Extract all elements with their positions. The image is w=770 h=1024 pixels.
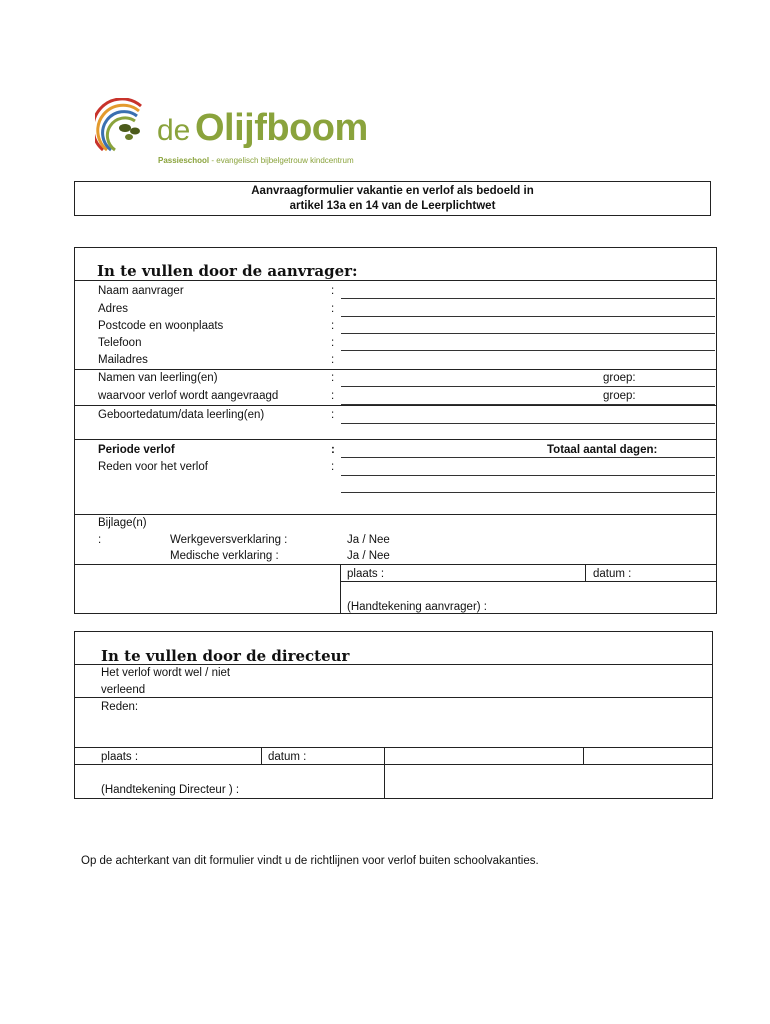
label-period: Periode verlof [98,444,175,456]
label-email: Mailadres [98,354,148,366]
employer-yes-no[interactable]: Ja / Nee [347,534,390,546]
logo-tagline-strong: Passieschool [158,156,210,165]
phone-input-line[interactable] [341,350,715,351]
label-group: groep: [603,390,636,402]
label-attachments: Bijlage(n) [98,517,147,529]
label-name: Naam aanvrager [98,285,184,297]
logo-mark-icon [95,98,155,158]
colon: : [331,444,335,456]
director-date-field[interactable]: datum : [268,751,307,763]
form-title-box [74,181,711,216]
decision-line-2: verleend [101,684,146,696]
director-place-field[interactable]: plaats : [101,751,139,763]
address-input-line[interactable] [341,316,715,317]
footer-note: Op de achterkant van dit formulier vindt u de richtlijnen voor verlof buiten schoolvakanties. [81,855,539,867]
label-reason: Reden voor het verlof [98,461,208,473]
applicant-signature-field[interactable]: (Handtekening aanvrager) : [347,601,487,613]
colon: : [331,409,335,421]
postcode-input-line[interactable] [341,333,715,334]
colon: : [98,534,102,546]
label-students-2: waarvoor verlof wordt aangevraagd [98,390,279,402]
director-signature-field[interactable]: (Handtekening Directeur ) : [101,784,240,796]
colon: : [331,372,335,384]
colon: : [331,303,335,315]
logo-tagline: - evangelisch bijbelgetrouw kindcentrum [209,156,354,165]
students-input-line[interactable] [341,386,715,387]
reason-input-line[interactable] [341,475,715,476]
label-employer-statement: Werkgeversverklaring : [170,534,288,546]
applicant-place-field[interactable]: plaats : [347,568,385,580]
director-heading: In te vullen door de directeur [101,647,350,665]
label-students: Namen van leerling(en) [98,372,218,384]
applicant-heading: In te vullen door de aanvrager: [97,262,358,280]
medical-yes-no[interactable]: Ja / Nee [347,550,390,562]
decision-line-1: Het verlof wordt wel / niet [101,667,231,679]
period-input-line[interactable] [341,457,715,458]
school-logo [95,98,435,170]
label-birthdate: Geboortedatum/data leerling(en) [98,409,265,421]
label-group: groep: [603,372,636,384]
colon: : [331,337,335,349]
label-address: Adres [98,303,129,315]
label-medical-statement: Medische verklaring : [170,550,279,562]
form-title-line2: artikel 13a en 14 van de Leerplichtwet [289,200,496,212]
logo-prefix: de [157,114,191,147]
logo-name: Olijfboom [195,107,368,149]
reason-input-line-2[interactable] [341,492,715,493]
colon: : [331,390,335,402]
colon: : [331,320,335,332]
birthdate-input-line[interactable] [341,423,715,424]
name-input-line[interactable] [341,298,715,299]
students-input-line-2[interactable] [341,404,715,405]
applicant-date-field[interactable]: datum : [593,568,632,580]
label-postcode: Postcode en woonplaats [98,320,224,332]
form-title-line1: Aanvraagformulier vakantie en verlof als bedoeld in [251,185,534,197]
colon: : [331,285,335,297]
label-phone: Telefoon [98,337,142,349]
label-total-days: Totaal aantal dagen: [547,444,658,456]
colon: : [331,354,335,366]
director-reason-label: Reden: [101,701,139,713]
colon: : [331,461,335,473]
